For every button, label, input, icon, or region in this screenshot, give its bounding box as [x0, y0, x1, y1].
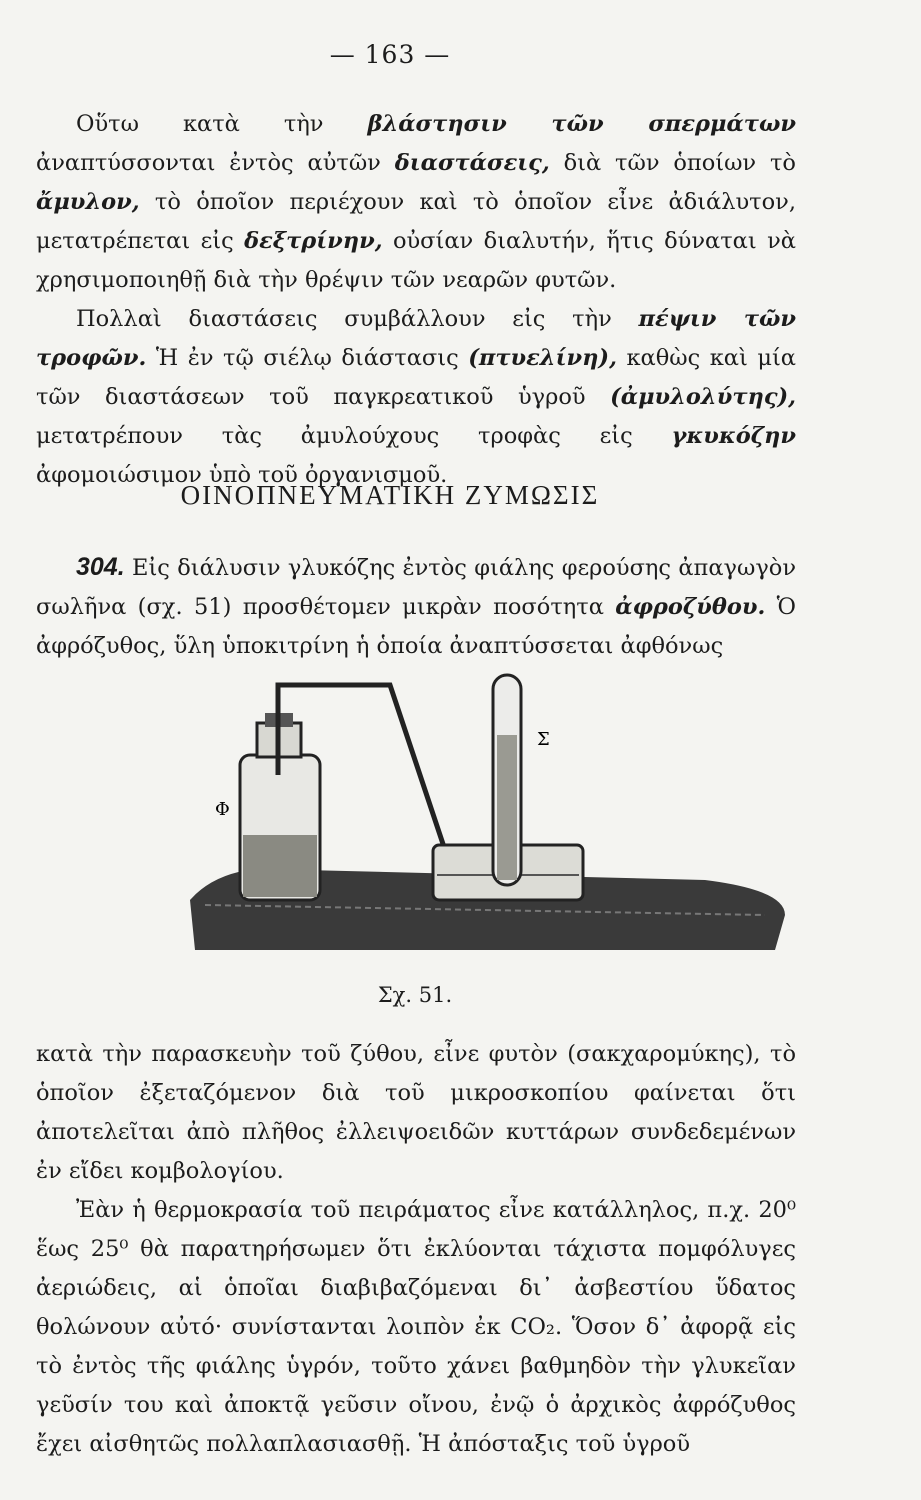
term-digestion: πέψιν τῶν τροφῶν.: [36, 306, 797, 371]
term-yeast: ἀφροζύθου.: [615, 594, 766, 620]
figure-caption: Σχ. 51.: [377, 983, 453, 1007]
paragraph-experiment: Ἐὰν ἡ θερμοκρασία τοῦ πειράματος εἶνε κατάλληλος, π.χ. 20⁰ ἕως 25⁰ θὰ παρατηρήσωμεν ὅτι ἐκλύονται τάχιστα πομφόλυγες ἀεριώδεις, αἱ ὁποῖαι διαβιβαζόμεναι δι᾿ ἀσβεστίου ὕδατος θολώνουν αὐτό· συνίστανται λοιπὸν ἐκ CO₂. Ὅσον δ᾿ ἀφορᾷ εἰς τὸ ἐντὸς τῆς φιάλης ὑγρόν, τοῦτο χάνει βαθμηδὸν τὴν γλυκεῖαν γεῦσίν του καὶ ἀποκτᾷ γεῦσιν οἴνου, ἐνῷ ὁ ἀρχικὸς ἀφρόζυθος ἔχει αἰσθητῶς πολλαπλασιασθῇ. Ἡ ἀπόσταξις τοῦ ὑγροῦ: [36, 1197, 796, 1457]
term-amylolytic: (ἀμυλολύτης),: [610, 384, 796, 410]
body-text: [36, 1035, 796, 1464]
term-ptyalin: (πτυελίνη),: [468, 345, 617, 371]
term-germination: βλάστησιν τῶν σπερμάτων: [367, 111, 796, 137]
term-starch: ἄμυλον,: [36, 189, 140, 215]
section-paragraph: 304. Εἰς διάλυσιν γλυκόζης ἐντὸς φιάλης φερούσης ἀπαγωγὸν σωλῆνα (σχ. 51) προσθέτομεν μικρὰν ποσότητα ἀφροζύθου. Ὁ ἀφρόζυθος, ὕλη ὑποκιτρίνη ἡ ὁποία ἀναπτύσσεται ἀφθόνως: [36, 553, 796, 659]
term-glucose: γκυκόζην: [671, 423, 796, 449]
section-heading: ΟΙΝΟΠΝΕΥΜΑΤΙΚΗ ΖΥΜΩΣΙΣ: [180, 480, 600, 510]
section-number: 304.: [76, 553, 125, 581]
term-dextrin: δεξτρίνην,: [244, 228, 383, 254]
page-number: — 163 —: [329, 40, 451, 69]
experiment-illustration: [185, 665, 790, 955]
intro-paragraph: Οὕτω κατὰ τὴν βλάστησιν τῶν σπερμάτων ἀναπτύσσονται ἐντὸς αὐτῶν διαστάσεις, διὰ τῶν ὁποίων τὸ ἄμυλον, τὸ ὁποῖον περιέχουν καὶ τὸ ὁποῖον εἶνε ἀδιάλυτον, μετατρέπεται εἰς δεξτρίνην, οὐσίαν διαλυτήν, ἥτις δύναται νὰ χρησιμοποιηθῇ διὰ τὴν θρέψιν τῶν νεαρῶν φυτῶν. Πολλαὶ διαστάσεις συμβάλλουν εἰς τὴν πέψιν τῶν τροφῶν. Ἡ ἐν τῷ σιέλῳ διάστασις (πτυελίνη), καθὼς καὶ μία τῶν διαστάσεων τοῦ παγκρεατικοῦ ὑγροῦ (ἀμυλολύτης), μετατρέπουν τὰς ἀμυλούχους τροφὰς εἰς γκυκόζην ἀφομοιώσιμον ὑπὸ τοῦ ὀργανισμοῦ.: [36, 111, 797, 488]
label-flask: Φ: [215, 799, 230, 820]
paragraph-yeast: κατὰ τὴν παρασκευὴν τοῦ ζύθου, εἶνε φυτὸν (σακχαρομύκης), τὸ ὁποῖον ἐξεταζόμενον διὰ τοῦ μικροσκοπίου φαίνεται ὅτι ἀποτελεῖται ἀπὸ πλῆθος ἐλλειψοειδῶν κυττάρων συνδεδεμένων ἐν εἴδει κομβολογίου.: [36, 1041, 796, 1184]
label-tube: Σ: [537, 729, 550, 750]
term-diastases: διαστάσεις,: [394, 150, 550, 176]
